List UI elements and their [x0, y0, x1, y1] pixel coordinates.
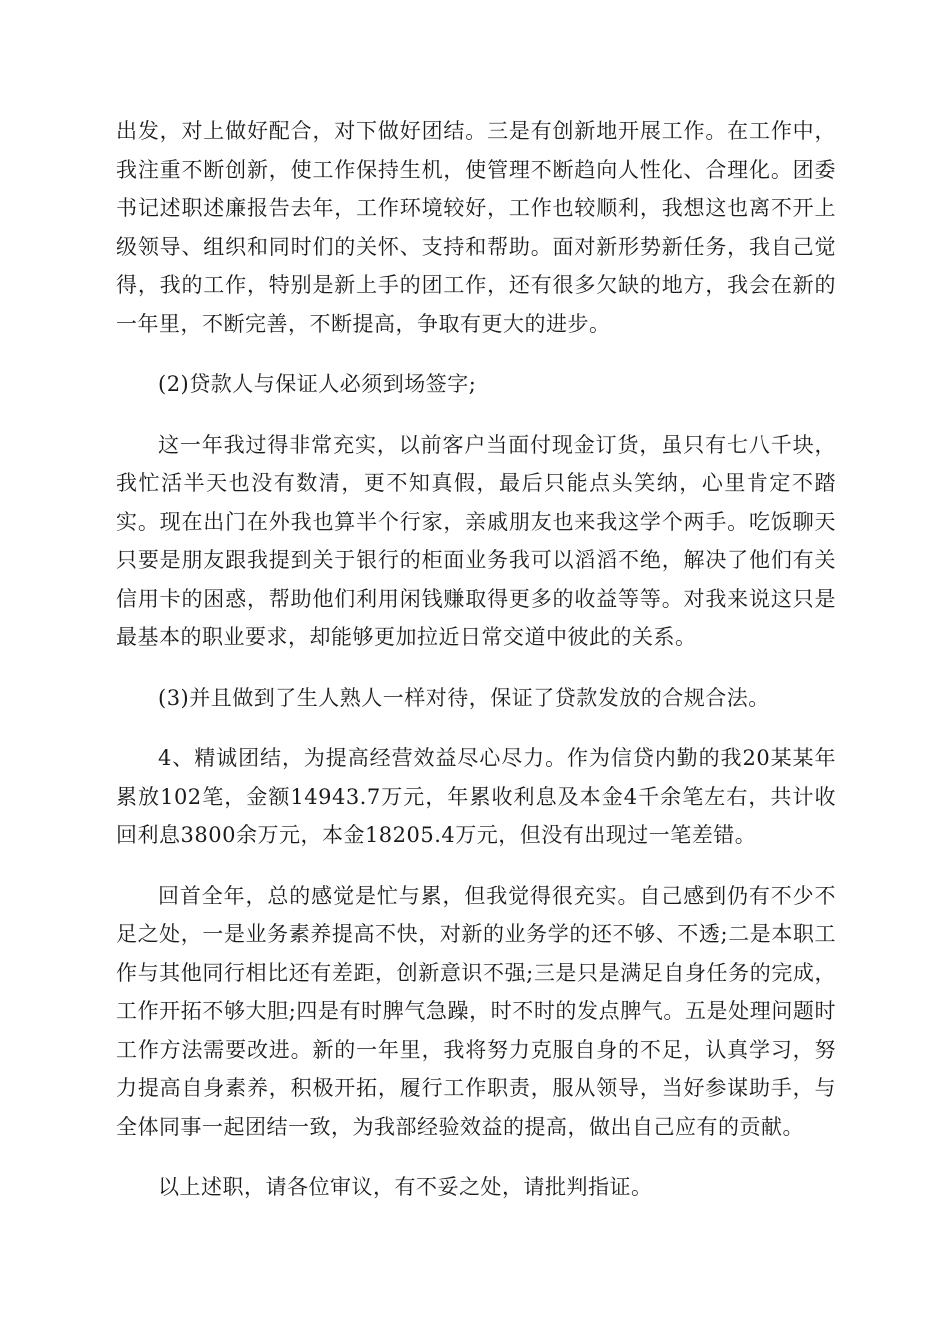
paragraph-item-2: (2)贷款人与保证人必须到场签字; — [158, 372, 477, 396]
paragraph-section-4: 4、精诚团结，为提高经营效益尽心尽力。作为信贷内勤的我20某某年累放102笔，金额14943.7万元，年累收利息及本金4千余笔左右，共计收回利息3800余万元，本金18205.4万元，但没有出现过一笔差错。 — [116, 746, 836, 847]
paragraph-review: 回首全年，总的感觉是忙与累，但我觉得很充实。自己感到仍有不少不足之处，一是业务素养提高不快，对新的业务学的还不够、不透;二是本职工作与其他同行相比还有差距，创新意识不强;三是只是满足自身任务的完成，工作开拓不够大胆;四是有时脾气急躁，时不时的发点脾气。五是处理问题时工作方法需要改进。新的一年里，我将努力克服自身的不足，认真学习，努力提高自身素养，积极开拓，履行工作职责，服从领导，当好参谋助手，与全体同事一起团结一致，为我部经验效益的提高，做出自己应有的贡献。 — [116, 883, 836, 1139]
paragraph-item-3: (3)并且做到了生人熟人一样对待，保证了贷款发放的合规合法。 — [158, 685, 770, 710]
paragraph-continuation: 出发，对上做好配合，对下做好团结。三是有创新地开展工作。在工作中，我注重不断创新，使工作保持生机，使管理不断趋向人性化、合理化。团委书记述职述廉报告去年，工作环境较好，工作也较顺利，我想这也离不开上级领导、组织和同时们的关怀、支持和帮助。面对新形势新任务，我自己觉得，我的工作，特别是新上手的团工作，还有很多欠缺的地方，我会在新的一年里，不断完善，不断提高，争取有更大的进步。 — [116, 119, 836, 336]
document-body — [116, 112, 836, 1229]
paragraph-closing: 以上述职，请各位审议，有不妥之处，请批判指证。 — [158, 1175, 653, 1199]
paragraph-year-summary: 这一年我过得非常充实，以前客户当面付现金订货，虽只有七八千块，我忙活半天也没有数清，更不知真假，最后只能点头笑纳，心里肯定不踏实。现在出门在外我也算半个行家，亲戚朋友也来我这学个两手。吃饭聊天只要是朋友跟我提到关于银行的柜面业务我可以滔滔不绝，解决了他们有关信用卡的困惑，帮助他们利用闲钱赚取得更多的收益等等。对我来说这只是最基本的职业要求，却能够更加拉近日常交道中彼此的关系。 — [116, 432, 836, 649]
